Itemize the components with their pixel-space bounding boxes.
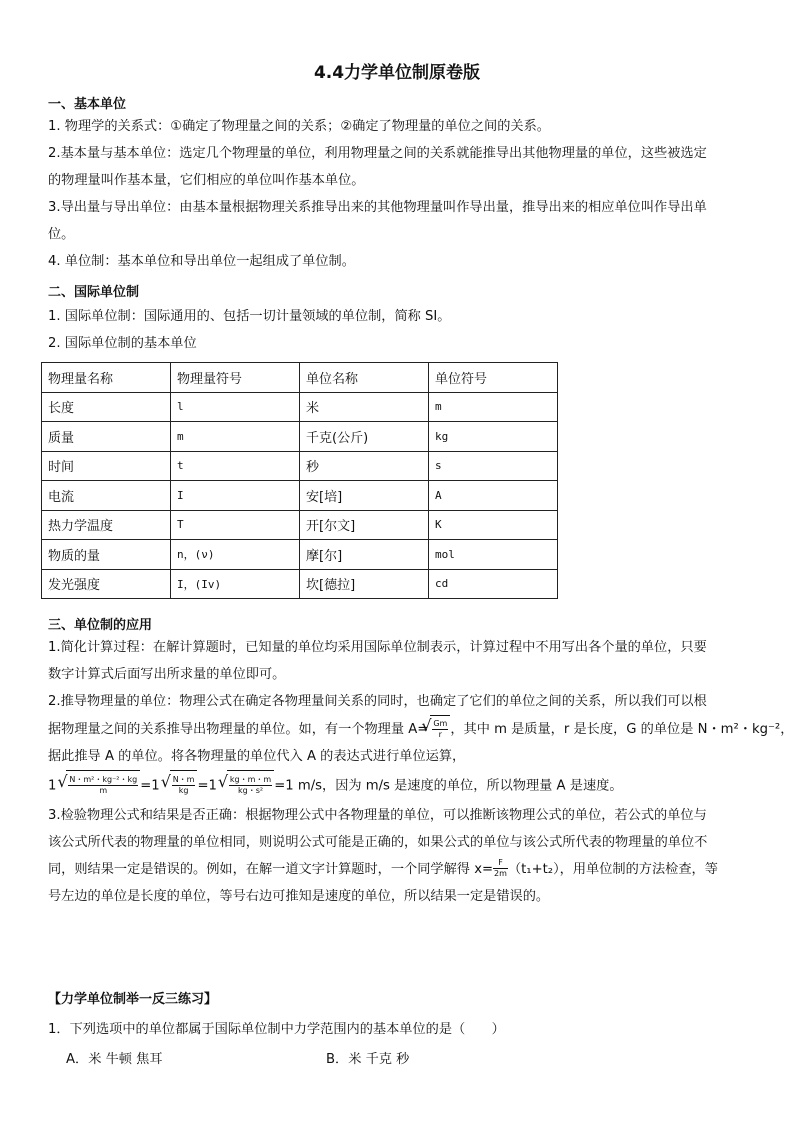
- option-b[interactable]: B．米 千克 秒: [326, 1052, 410, 1067]
- fraction-denominator: 2m: [494, 869, 507, 878]
- table-cell: m: [429, 392, 558, 422]
- practice-heading: 【力学单位制举一反三练习】: [48, 992, 218, 1007]
- paragraph-line: 1. 国际单位制：国际通用的、包括一切计量领域的单位制，简称 SI。: [48, 309, 451, 324]
- table-cell: mol: [429, 540, 558, 570]
- table-cell: t: [171, 451, 300, 481]
- formula-line: [48, 770, 748, 802]
- text-run: 1: [48, 778, 57, 794]
- fraction-denominator: kg: [178, 785, 189, 795]
- table-cell: n，(ν): [171, 540, 300, 570]
- table-cell: K: [429, 510, 558, 540]
- fraction-denominator: m: [99, 785, 108, 795]
- text-run: （t₁+t₂），用单位制的方法检查，等: [507, 861, 718, 877]
- table-cell: 热力学温度: [42, 510, 171, 540]
- section-heading-applications: 三、单位制的应用: [48, 618, 153, 633]
- text-run: 同，则结果一定是错误的。例如，在解一道文字计算题时，一个同学解得 x=: [48, 861, 494, 877]
- paragraph-line: 3.导出量与导出单位：由基本量根据物理关系推导出来的其他物理量叫作导出量，推导出来的相应单位叫作导出单: [48, 200, 707, 215]
- section2-body: [48, 303, 748, 357]
- text-run: =1: [140, 778, 160, 794]
- table-header-cell: 物理量符号: [171, 363, 300, 393]
- table-cell: I，(Iv): [171, 569, 300, 599]
- fraction: [172, 775, 196, 796]
- table-row: [42, 510, 558, 540]
- table-row: [42, 392, 558, 422]
- paragraph-line: 2.基本量与基本单位：选定几个物理量的单位，利用物理量之间的关系就能推导出其他物理量的单位，这些被选定: [48, 146, 707, 161]
- table-cell: m: [171, 422, 300, 452]
- table-row: [42, 422, 558, 452]
- section3-body: [48, 634, 794, 910]
- table-cell: kg: [429, 422, 558, 452]
- table-cell: 长度: [42, 392, 171, 422]
- paragraph-line: 号左边的单位是长度的单位，等号右边可推知是速度的单位，所以结果一定是错误的。: [48, 888, 550, 904]
- paragraph-line: 该公式所代表的物理量的单位相同，则说明公式可能是正确的，如果公式的单位与该公式所代表的物理量的单位不: [48, 834, 708, 850]
- table-cell: s: [429, 451, 558, 481]
- paragraph-line: 数字计算式后面写出所求量的单位即可。: [48, 667, 286, 682]
- table-cell: 摩[尔]: [300, 540, 429, 570]
- paragraph-line: 2. 国际单位制的基本单位: [48, 336, 197, 351]
- table-cell: 千克(公斤): [300, 422, 429, 452]
- table-row: [42, 540, 558, 570]
- paragraph-line: 1. 物理学的关系式：①确定了物理量之间的关系；②确定了物理量的单位之间的关系。: [48, 119, 550, 134]
- section1-body: [48, 113, 748, 275]
- table-cell: 米: [300, 392, 429, 422]
- table-row: [42, 569, 558, 599]
- table-header-cell: 单位符号: [429, 363, 558, 393]
- paragraph-line: 3.检验物理公式和结果是否正确：根据物理公式中各物理量的单位，可以推断该物理公式的单位，若公式的单位与: [48, 807, 707, 823]
- paragraph-line: 4. 单位制：基本单位和导出单位一起组成了单位制。: [48, 254, 355, 269]
- question-1: 1．下列选项中的单位都属于国际单位制中力学范围内的基本单位的是（ ）: [48, 1022, 505, 1037]
- option-a[interactable]: A．米 牛顿 焦耳: [66, 1052, 163, 1067]
- table-cell: 物质的量: [42, 540, 171, 570]
- table-cell: 开[尔文]: [300, 510, 429, 540]
- sqrt-expression: [170, 770, 198, 801]
- paragraph-line: 1.简化计算过程：在解计算题时，已知量的单位均采用国际单位制表示，计算过程中不用写出各个量的单位，只要: [48, 640, 707, 655]
- fraction-denominator: r: [438, 729, 442, 739]
- paragraph-line: [48, 715, 794, 743]
- table-cell: 安[培]: [300, 481, 429, 511]
- table-header-cell: 物理量名称: [42, 363, 171, 393]
- table-cell: cd: [429, 569, 558, 599]
- table-cell: 质量: [42, 422, 171, 452]
- si-base-units-table: [41, 362, 558, 599]
- sqrt-expression: [227, 770, 274, 801]
- fraction-numerator: √ N・m: [172, 774, 195, 784]
- paragraph-line: 2.推导物理量的单位：物理公式在确定各物理量间关系的同时，也确定了它们的单位之间的关系，所以我们可以根: [48, 694, 707, 709]
- page-title: 4.4力学单位制原卷版: [313, 63, 481, 83]
- table-cell: 发光强度: [42, 569, 171, 599]
- fraction: [68, 775, 138, 796]
- paragraph-line: 位。: [48, 227, 75, 242]
- table-cell: 坎[德拉]: [300, 569, 429, 599]
- section-heading-basic-units: 一、基本单位: [48, 97, 127, 112]
- table-header-row: [42, 363, 558, 393]
- table-cell: 时间: [42, 451, 171, 481]
- table-cell: l: [171, 392, 300, 422]
- table-cell: T: [171, 510, 300, 540]
- fraction-numerator: √ Gm: [433, 718, 448, 728]
- text-run: ，其中 m 是质量，r 是长度，G 的单位是 N・m²・kg⁻²，: [450, 722, 794, 737]
- fraction: [493, 858, 508, 879]
- table-cell: I: [171, 481, 300, 511]
- fraction-numerator: F: [493, 858, 508, 869]
- table-row: [42, 451, 558, 481]
- fraction-denominator: kg・s²: [238, 785, 264, 795]
- fraction-numerator: √ kg・m・m: [229, 774, 272, 784]
- fraction: [229, 775, 272, 796]
- table-cell: 秒: [300, 451, 429, 481]
- text-run: =1: [197, 778, 217, 794]
- table-cell: 电流: [42, 481, 171, 511]
- sqrt-expression: [66, 770, 140, 801]
- paragraph-line: 的物理量叫作基本量，它们相应的单位叫作基本单位。: [48, 173, 365, 188]
- table-header-cell: 单位名称: [300, 363, 429, 393]
- fraction: [432, 719, 448, 740]
- table-row: [42, 481, 558, 511]
- fraction-numerator: √ N・m²・kg⁻²・kg: [69, 774, 138, 784]
- text-run: =1 m/s，因为 m/s 是速度的单位，所以物理量 A 是速度。: [274, 778, 623, 794]
- paragraph-line: [48, 856, 748, 883]
- sqrt-expression: [430, 715, 450, 743]
- table-cell: A: [429, 481, 558, 511]
- section-heading-si: 二、国际单位制: [48, 285, 140, 300]
- paragraph-line: 据此推导 A 的单位。将各物理量的单位代入 A 的表达式进行单位运算，: [48, 749, 466, 764]
- text-run: 据物理量之间的关系推导出物理量的单位。如，有一个物理量 A=: [48, 722, 429, 737]
